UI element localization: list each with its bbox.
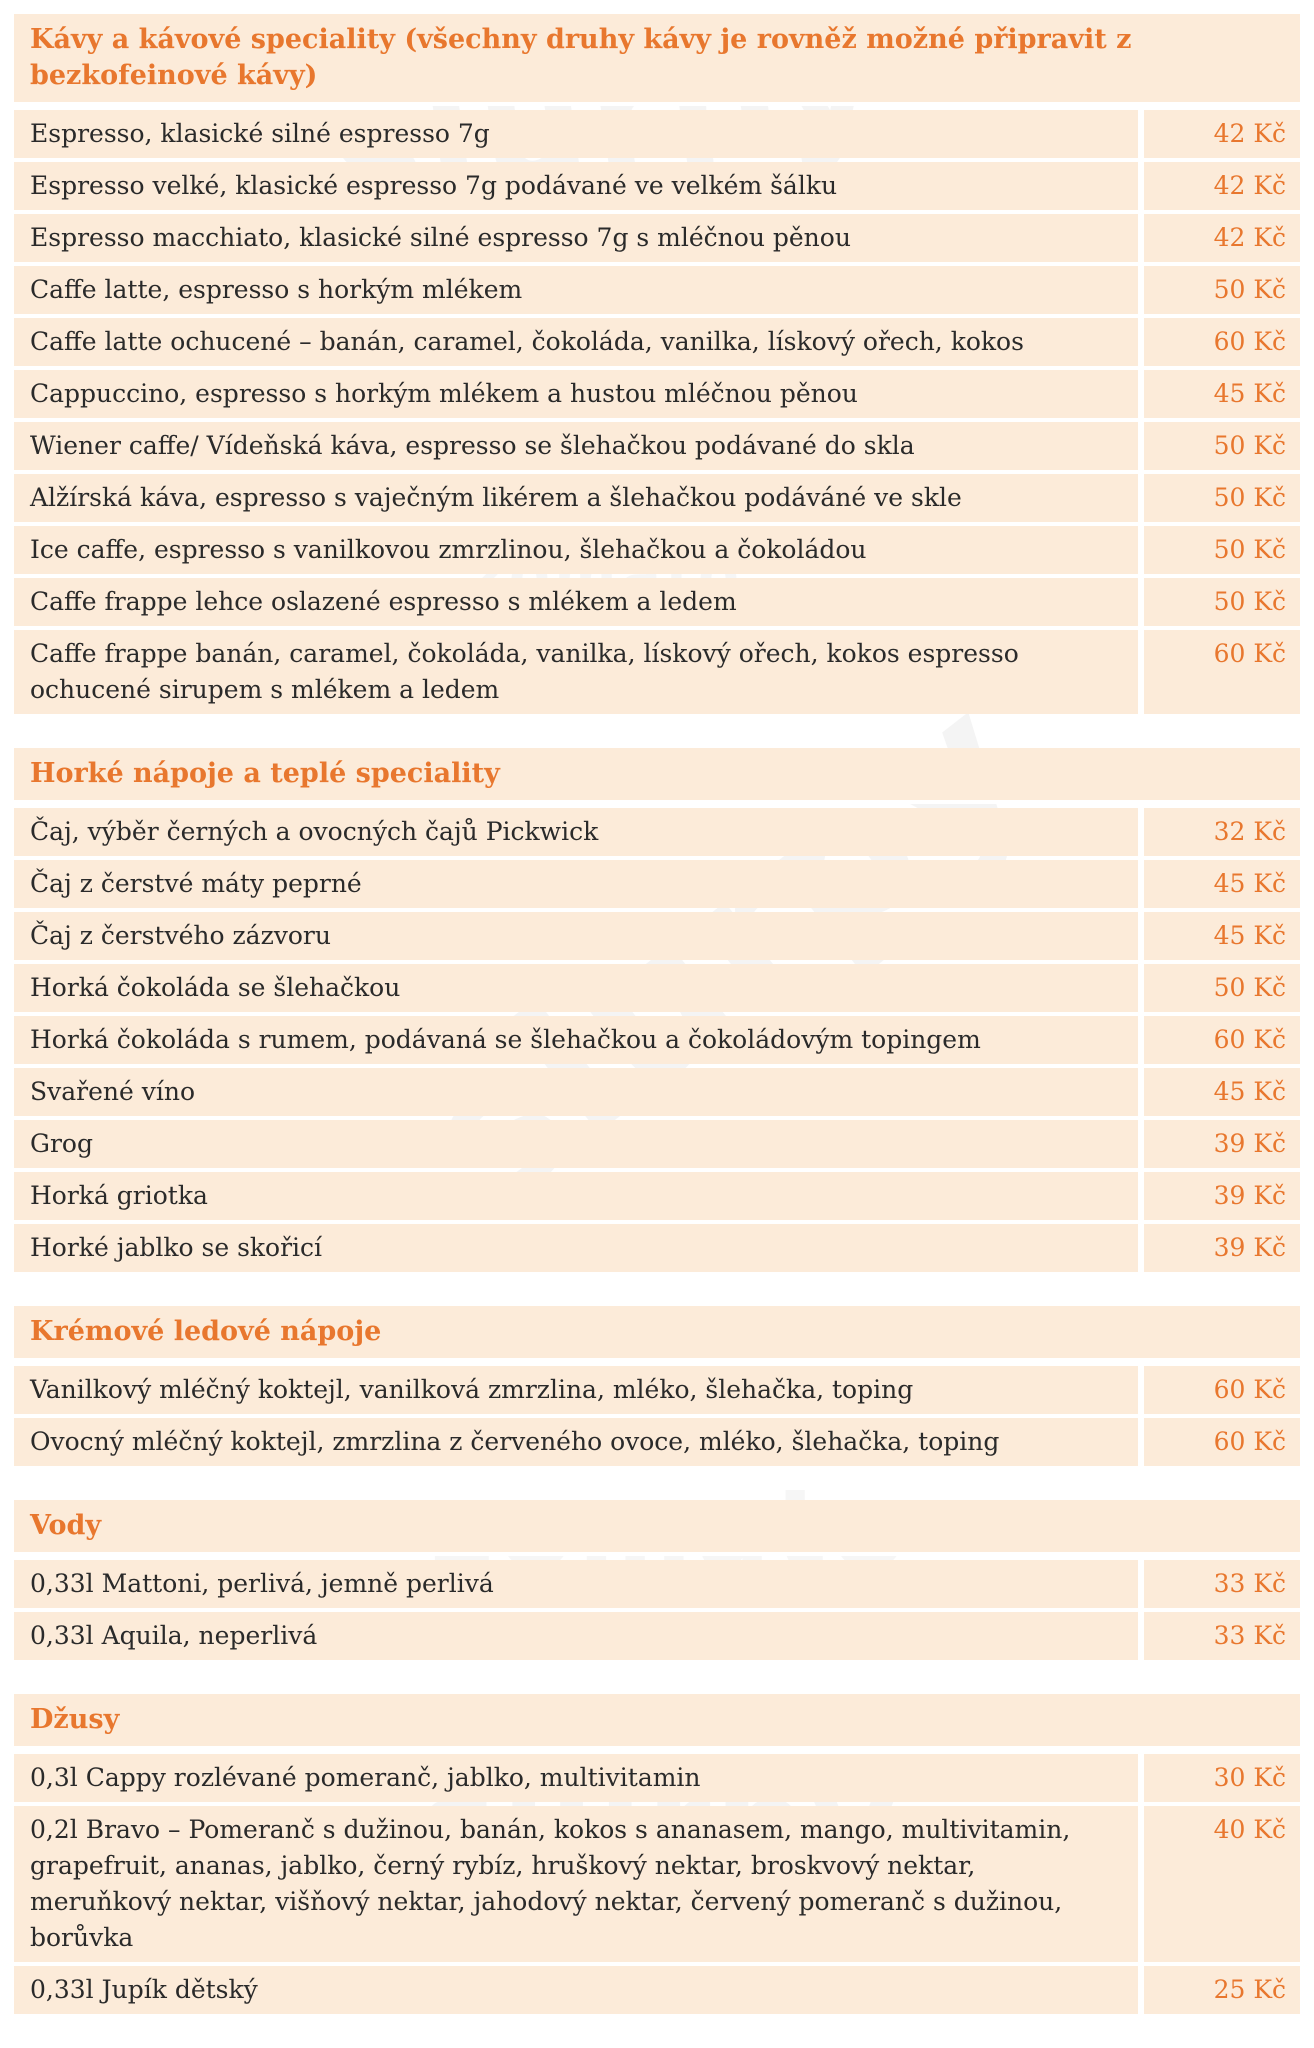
- menu-item-row: [14, 808, 1300, 856]
- item-name: Horké jablko se skořicí: [14, 1224, 1138, 1272]
- menu-item-row: [14, 964, 1300, 1012]
- menu-item-row: [14, 214, 1300, 262]
- item-name: Caffe frappe banán, caramel, čokoláda, vanilka, lískový ořech, kokos espresso ochucené sirupem s mlékem a ledem: [14, 630, 1138, 714]
- item-name: Horká čokoláda s rumem, podávaná se šlehačkou a čokoládovým topingem: [14, 1016, 1138, 1064]
- item-name: 0,33l Jupík dětský: [14, 1966, 1138, 2014]
- item-price: 39 Kč: [1144, 1120, 1300, 1168]
- menu-item-row: [14, 422, 1300, 470]
- item-name: Caffe latte ochucené – banán, caramel, čokoláda, vanilka, lískový ořech, kokos: [14, 318, 1138, 366]
- item-price: 42 Kč: [1144, 110, 1300, 158]
- item-price: 50 Kč: [1144, 266, 1300, 314]
- item-price: 50 Kč: [1144, 578, 1300, 626]
- menu-section: [14, 1694, 1300, 2014]
- menu-section: [14, 748, 1300, 1272]
- item-price: 42 Kč: [1144, 162, 1300, 210]
- menu-item-row: [14, 1966, 1300, 2014]
- menu-item-row: [14, 912, 1300, 960]
- menu-item-row: [14, 1418, 1300, 1466]
- menu-item-row: [14, 1224, 1300, 1272]
- section-title: Vody: [14, 1500, 1300, 1556]
- item-price: 33 Kč: [1144, 1560, 1300, 1608]
- item-price: 39 Kč: [1144, 1172, 1300, 1220]
- item-price: 50 Kč: [1144, 526, 1300, 574]
- item-name: Caffe frappe lehce oslazené espresso s mlékem a ledem: [14, 578, 1138, 626]
- menu-item-row: [14, 318, 1300, 366]
- menu-section: [14, 14, 1300, 714]
- menu-item-row: [14, 1806, 1300, 1962]
- item-price: 45 Kč: [1144, 860, 1300, 908]
- item-price: 60 Kč: [1144, 318, 1300, 366]
- menu-item-row: [14, 860, 1300, 908]
- item-price: 45 Kč: [1144, 1068, 1300, 1116]
- item-name: Svařené víno: [14, 1068, 1138, 1116]
- menu-item-row: [14, 1120, 1300, 1168]
- menu-item-row: [14, 630, 1300, 714]
- item-price: 60 Kč: [1144, 630, 1300, 714]
- section-title: Kávy a kávové speciality (všechny druhy kávy je rovněž možné připravit z bezkofeinové kávy): [14, 14, 1300, 106]
- item-price: 33 Kč: [1144, 1612, 1300, 1660]
- item-price: 60 Kč: [1144, 1366, 1300, 1414]
- item-name: Čaj, výběr černých a ovocných čajů Pickwick: [14, 808, 1138, 856]
- menu-item-row: [14, 1068, 1300, 1116]
- menu-item-row: [14, 1754, 1300, 1802]
- item-price: 50 Kč: [1144, 422, 1300, 470]
- menu-item-row: [14, 1366, 1300, 1414]
- section-title: Džusy: [14, 1694, 1300, 1750]
- item-name: Caffe latte, espresso s horkým mlékem: [14, 266, 1138, 314]
- menu-section: [14, 1306, 1300, 1466]
- menu-item-row: [14, 1172, 1300, 1220]
- item-name: Espresso velké, klasické espresso 7g podávané ve velkém šálku: [14, 162, 1138, 210]
- item-name: Čaj z čerstvého zázvoru: [14, 912, 1138, 960]
- item-name: Čaj z čerstvé máty peprné: [14, 860, 1138, 908]
- menu-item-row: [14, 162, 1300, 210]
- item-price: 50 Kč: [1144, 964, 1300, 1012]
- item-name: Espresso macchiato, klasické silné espresso 7g s mléčnou pěnou: [14, 214, 1138, 262]
- item-name: Ice caffe, espresso s vanilkovou zmrzlinou, šlehačkou a čokoládou: [14, 526, 1138, 574]
- menu-item-row: [14, 474, 1300, 522]
- item-price: 39 Kč: [1144, 1224, 1300, 1272]
- item-name: Ovocný mléčný koktejl, zmrzlina z červeného ovoce, mléko, šlehačka, toping: [14, 1418, 1138, 1466]
- menu-item-row: [14, 1016, 1300, 1064]
- item-name: 0,33l Aquila, neperlivá: [14, 1612, 1138, 1660]
- item-price: 45 Kč: [1144, 370, 1300, 418]
- item-name: 0,3l Cappy rozlévané pomeranč, jablko, multivitamin: [14, 1754, 1138, 1802]
- item-price: 25 Kč: [1144, 1966, 1300, 2014]
- item-price: 60 Kč: [1144, 1016, 1300, 1064]
- item-name: Cappuccino, espresso s horkým mlékem a hustou mléčnou pěnou: [14, 370, 1138, 418]
- item-price: 50 Kč: [1144, 474, 1300, 522]
- menu-item-row: [14, 526, 1300, 574]
- item-price: 45 Kč: [1144, 912, 1300, 960]
- item-name: Horká griotka: [14, 1172, 1138, 1220]
- section-title: Krémové ledové nápoje: [14, 1306, 1300, 1362]
- menu-item-row: [14, 1560, 1300, 1608]
- item-name: 0,2l Bravo – Pomeranč s dužinou, banán, kokos s ananasem, mango, multivitamin, grapefruit, ananas, jablko, černý rybíz, hruškový nektar, broskvový nektar, meruňkový nektar, višňový nektar, jahodový nektar, červený pomeranč s dužinou, borůvka: [14, 1806, 1138, 1962]
- item-name: Horká čokoláda se šlehačkou: [14, 964, 1138, 1012]
- menu-section: [14, 1500, 1300, 1660]
- item-name: Vanilkový mléčný koktejl, vanilková zmrzlina, mléko, šlehačka, toping: [14, 1366, 1138, 1414]
- menu-item-row: [14, 1612, 1300, 1660]
- menu-item-row: [14, 110, 1300, 158]
- item-price: 40 Kč: [1144, 1806, 1300, 1962]
- menu-item-row: [14, 578, 1300, 626]
- item-name: Grog: [14, 1120, 1138, 1168]
- item-name: 0,33l Mattoni, perlivá, jemně perlivá: [14, 1560, 1138, 1608]
- item-name: Wiener caffe/ Vídeňská káva, espresso se šlehačkou podávané do skla: [14, 422, 1138, 470]
- item-price: 42 Kč: [1144, 214, 1300, 262]
- menu-item-row: [14, 266, 1300, 314]
- item-price: 30 Kč: [1144, 1754, 1300, 1802]
- drinks-menu: [14, 14, 1300, 2048]
- item-name: Alžírská káva, espresso s vaječným likérem a šlehačkou podáváné ve skle: [14, 474, 1138, 522]
- item-price: 60 Kč: [1144, 1418, 1300, 1466]
- menu-item-row: [14, 370, 1300, 418]
- item-name: Espresso, klasické silné espresso 7g: [14, 110, 1138, 158]
- item-price: 32 Kč: [1144, 808, 1300, 856]
- section-title: Horké nápoje a teplé speciality: [14, 748, 1300, 804]
